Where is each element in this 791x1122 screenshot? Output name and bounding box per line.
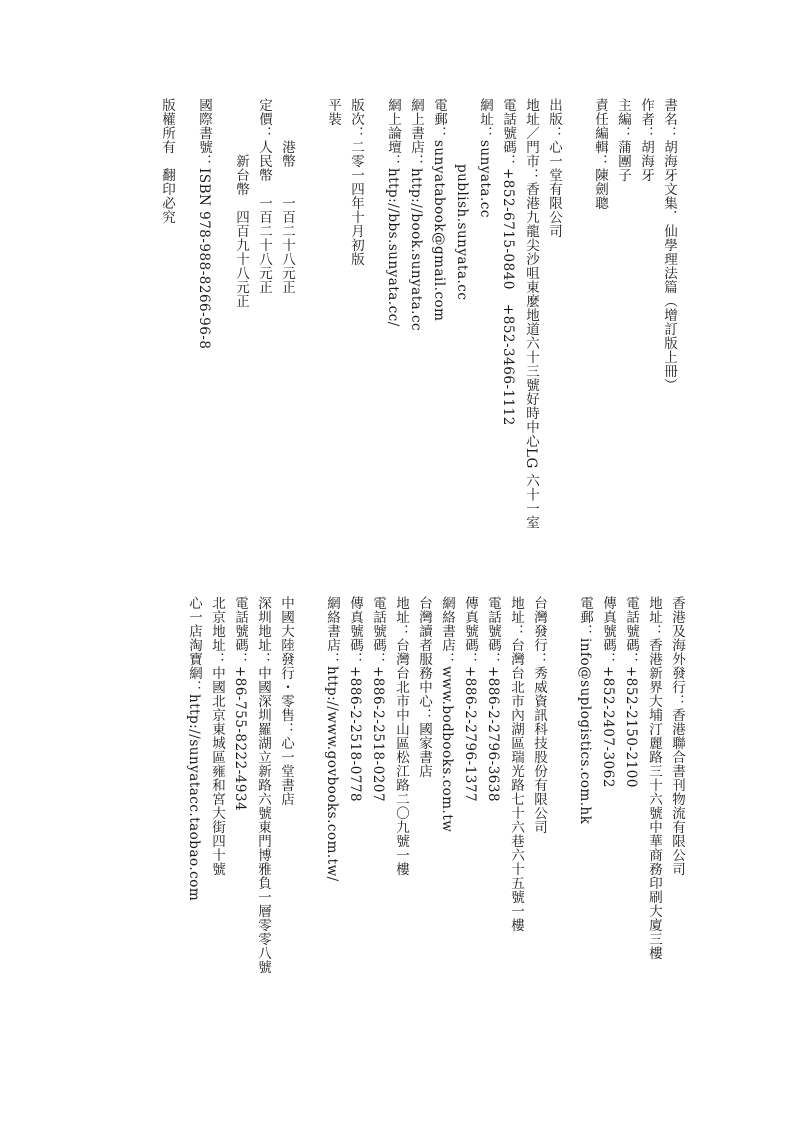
hk-distributor: 香港及海外發行：香港聯合書刊物流有限公司 [669,596,685,876]
tw-online-store: 網絡書店：www.bodbooks.com.tw [439,596,455,833]
online-forum: 網上論壇：http://bbs.sunyata.cc/ [385,98,401,327]
hk-email: 電郵：info@suplogistics.com.hk [577,596,593,825]
cn-shenzhen-address: 深圳地址：中國深圳羅湖立新路六號東門博雅負一層零零八號 [255,596,271,974]
binding: 平裝 [325,98,341,126]
hk-address: 地址：香港新界大埔汀麗路三十六號中華商務印刷大廈三樓 [646,596,662,960]
spacer [298,98,321,530]
tw-reader-address: 地址：台灣台北市中山區松江路二〇九號一樓 [393,596,409,876]
spacer [565,98,588,530]
price-rmb: 定價：人民幣 一百二十八元正 [256,98,272,294]
tw-fax: 傳真號碼：+886-2-2796-1377 [462,596,478,803]
tw-reader-online-store: 網絡書店：http://www.govbooks.com.tw/ [324,596,340,882]
book-title: 書名：胡海牙文集．仙學理法篇（增訂版上冊） [661,98,677,392]
spacer [178,98,192,530]
cn-phone: 電話號碼：+86-755-8222-4934 [232,596,248,812]
publisher: 出版：心一堂有限公司 [546,98,562,238]
price-hkd: 港幣 一百二十八元正 [279,140,295,294]
tw-reader-phone: 電話號碼：+886-2-2518-0207 [370,596,386,803]
price-twd: 新台幣 四百九十八元正 [233,154,249,308]
isbn: 國際書號：ISBN 978-988-8266-96-8 [196,98,212,350]
spacer [367,98,381,530]
hk-fax: 傳真號碼：+852-2407-3062 [600,596,616,788]
tw-phone: 電話號碼：+886-2-2796-3638 [485,596,501,803]
publisher-phone: 電話號碼：+852-6715-0840 +852-3466-1112 [500,98,516,426]
publisher-address: 地址／門市：香港九龍尖沙咀東麼地道六十三號好時中心LG 六十一室 [523,98,539,530]
copyright: 版權所有 翻印必究 [159,98,175,224]
author: 作者：胡海牙 [638,98,654,182]
distribution-block [182,596,688,974]
cn-beijing-address: 北京地址：中國北京東城區雍和宮大街四十號 [209,596,225,876]
chief-editor: 主編：蒲團子 [615,98,631,182]
spacer [550,596,573,974]
tw-address: 地址：台灣台北市內湖區瑞光路七十六巷六十五號一樓 [508,596,524,932]
tw-reader-fax: 傳真號碼：+886-2-2518-0778 [347,596,363,803]
publisher-website-alt: publish.sunyata.cc [454,164,470,301]
responsible-editor: 責任編輯：陳劍聰 [592,98,608,210]
cn-distributor: 中國大陸發行・零售：心一堂書店 [278,596,294,806]
spacer [297,596,320,974]
hk-phone: 電話號碼：+852-2150-2100 [623,596,639,788]
online-store: 網上書店：http://book.sunyata.cc [408,98,424,332]
colophon-block [155,98,680,530]
publisher-website: 網址：sunyata.cc [477,98,493,218]
cn-taobao-store: 心一店淘寶網：http://sunyatacc.taobao.com [186,596,202,902]
tw-reader-service: 台灣讀者服務中心：國家書店 [416,596,432,778]
spacer [215,98,229,530]
publisher-email: 電郵：sunyatabook@gmail.com [431,98,447,322]
tw-distributor: 台灣發行：秀威資訊科技股份有限公司 [531,596,547,834]
edition: 版次：二零一四年十月初版 [348,98,364,266]
